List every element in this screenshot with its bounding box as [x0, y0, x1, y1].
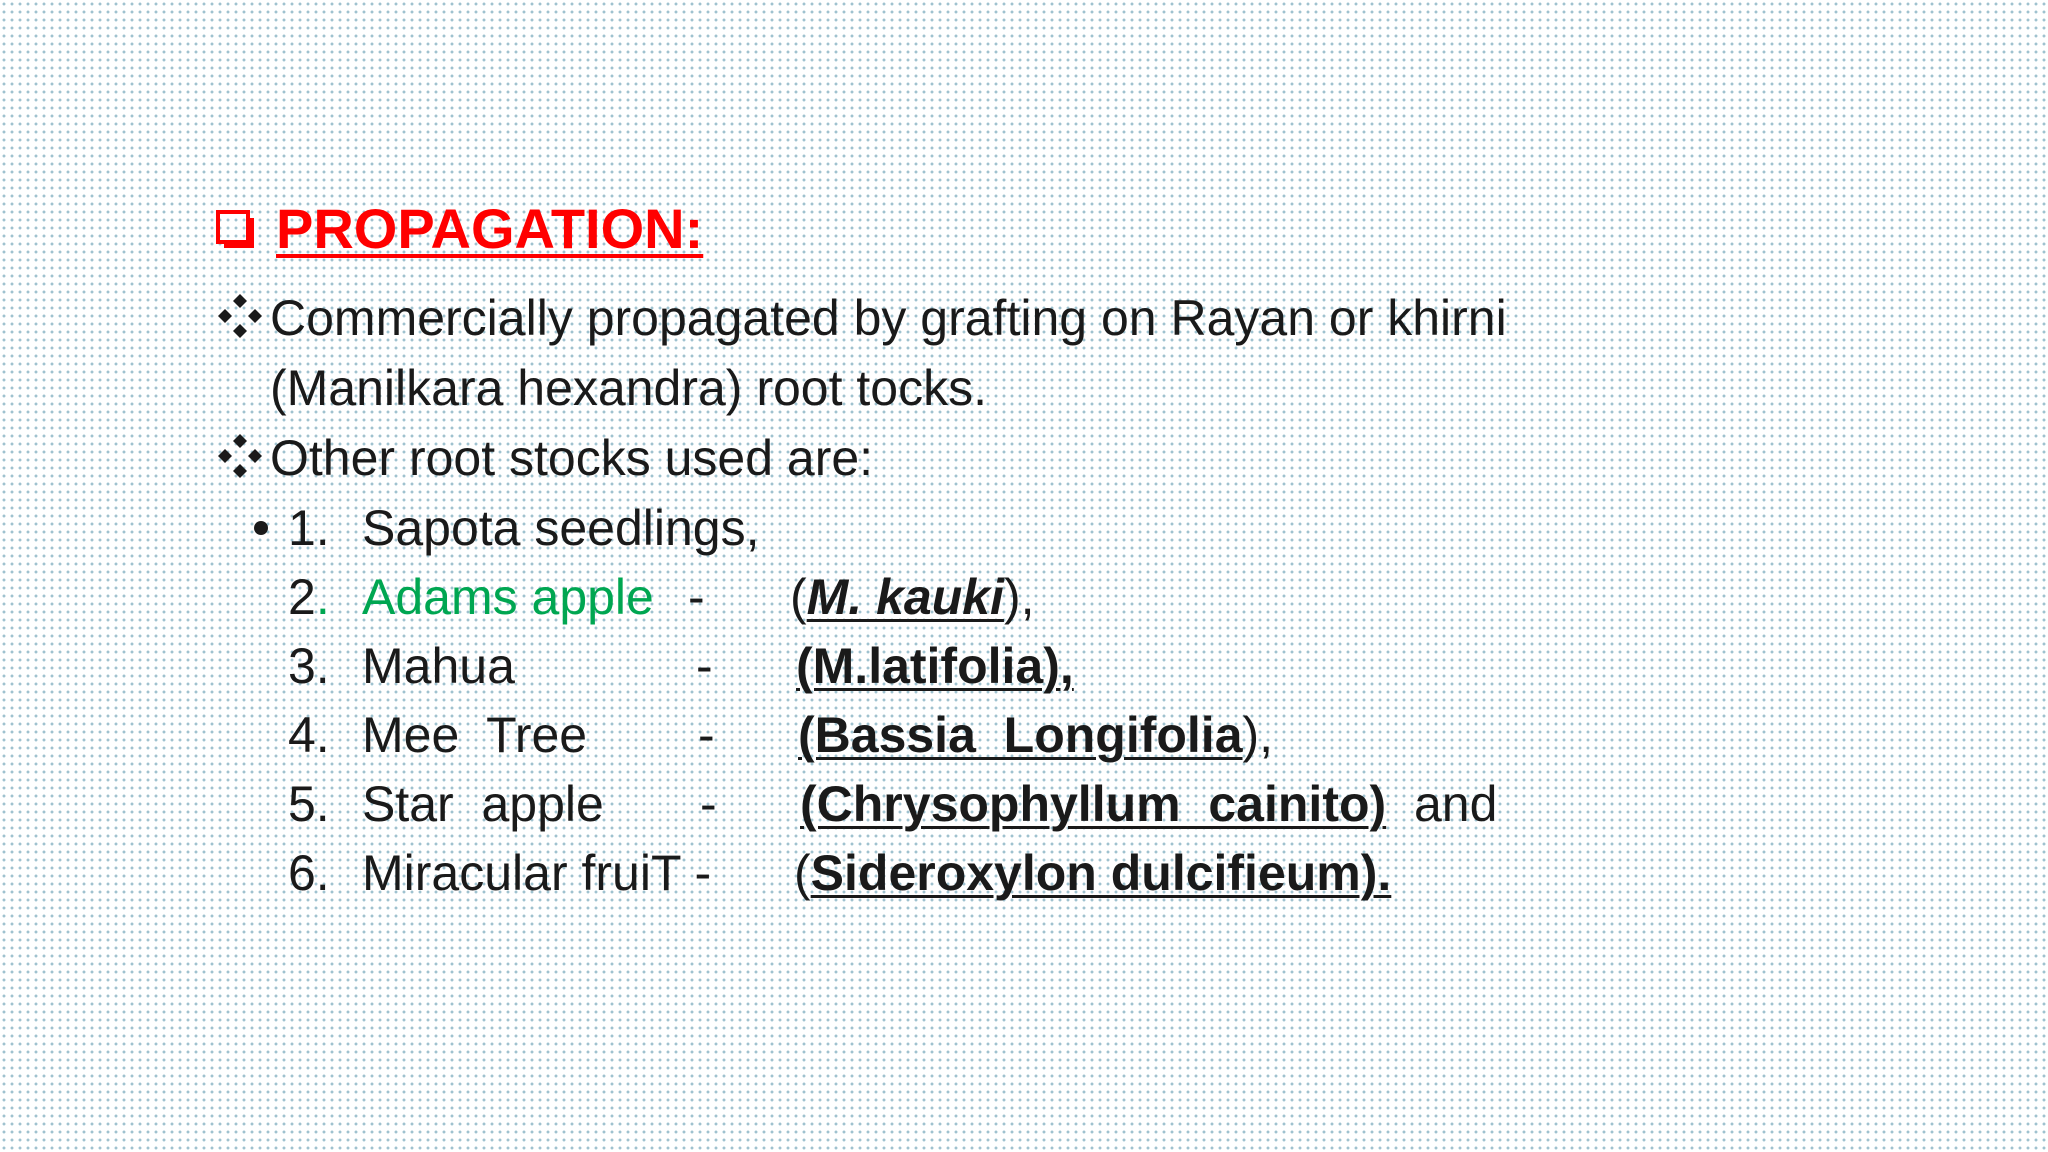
page-title: PROPAGATION: [276, 196, 704, 260]
suffix-spacer [1386, 776, 1414, 832]
bullet-text-line: (Manilkara hexandra) root tocks. [270, 360, 987, 416]
scientific-name-text: M. kauki [806, 569, 1004, 625]
item-number-digit: 2 [288, 569, 316, 625]
bullet-text-line: Other root stocks used are: [270, 430, 874, 486]
item-number [288, 563, 330, 631]
item-name: Mahua [362, 638, 515, 694]
item-name: Mee Tree [362, 707, 588, 763]
close-paren: ), [1242, 707, 1274, 763]
item-dash: - [688, 569, 705, 625]
bullet-text-line: Commercially propagated by grafting on Rayan or khirni [270, 290, 1507, 346]
item-number: 4. [288, 707, 330, 763]
item-dash: - [698, 707, 715, 763]
close-paren: ), [1003, 569, 1035, 625]
diamond-bullet-icon [216, 292, 264, 340]
item-dash: - [700, 776, 717, 832]
item-name: Star apple [362, 776, 604, 832]
bullet-dot-icon [254, 521, 268, 535]
heading [216, 188, 703, 268]
checkbox-icon [216, 210, 252, 246]
item-number: 1. [288, 500, 330, 556]
item-scientific-name [798, 701, 1273, 769]
open-paren: ( [790, 569, 807, 625]
item-suffix: and [1413, 776, 1498, 832]
item-scientific-name [794, 839, 1391, 907]
item-scientific-name [800, 770, 1497, 838]
item-scientific-name [790, 563, 1035, 631]
item-name: Adams apple [362, 569, 654, 625]
scientific-name-text: (Chrysophyllum cainito) [800, 776, 1387, 832]
item-name: Sapota seedlings, [362, 500, 760, 556]
item-number: 3. [288, 638, 330, 694]
item-number: 6. [288, 845, 330, 901]
diamond-bullet-icon [216, 432, 264, 480]
item-number-dot: . [315, 569, 330, 625]
item-scientific-name: (M.latifolia), [796, 638, 1074, 694]
scientific-name-text: (Bassia Longifolia [798, 707, 1243, 763]
scientific-name-text: Sideroxylon dulcifieum). [810, 845, 1392, 901]
item-name: Miracular fruiT - [362, 845, 712, 901]
item-dash: - [696, 638, 713, 694]
item-number: 5. [288, 776, 330, 832]
open-paren: ( [794, 845, 811, 901]
